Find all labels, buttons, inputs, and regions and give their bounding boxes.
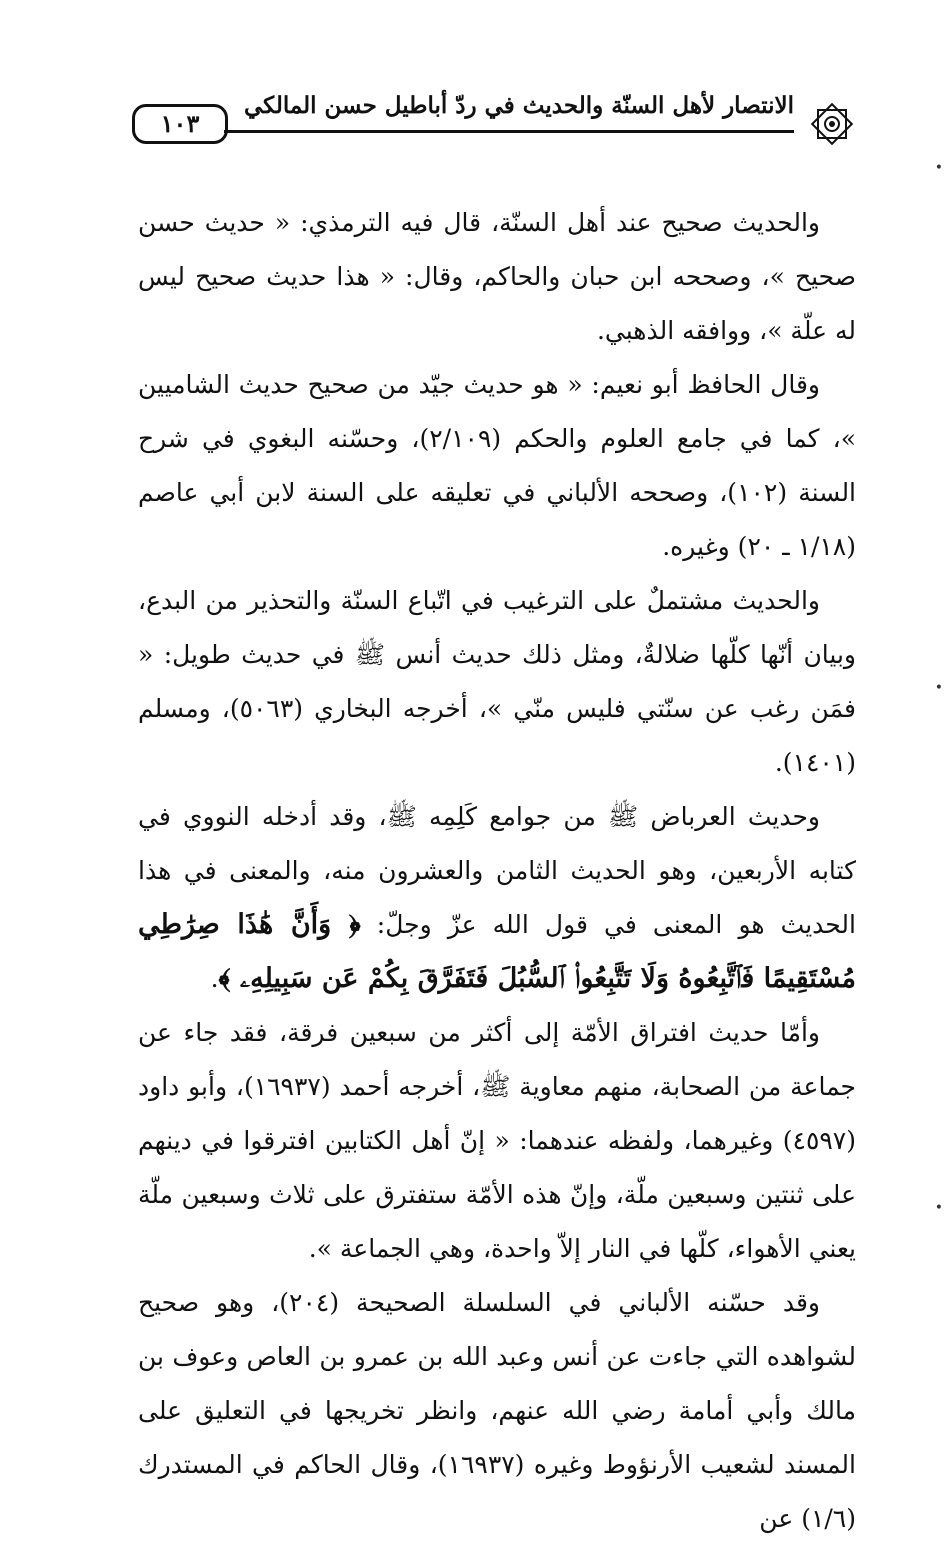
- header-rule: [224, 130, 794, 133]
- book-title: الانتصار لأهل السنّة والحديث في ردّ أباطيل حسن المالكي: [243, 92, 794, 119]
- paragraph-text: وحديث العرباض ﷺ من جوامع كَلِمِه ﷺ، وقد أدخله النووي في كتابه الأربعين، وهو الحديث الثامن والعشرون منه، والمعنى في هذا الحديث هو المعنى في قول الله عزّ وجلّ:: [138, 802, 856, 939]
- star-flower-icon: [808, 100, 856, 148]
- paragraph: والحديث صحيح عند أهل السنّة، قال فيه الترمذي: « حديث حسن صحيح »، وصححه ابن حبان والحاكم، وقال: « هذا حديث صحيح ليس له علّة »، ووافقه الذهبي.: [138, 208, 856, 345]
- paragraph: وأمّا حديث افتراق الأمّة إلى أكثر من سبعين فرقة، فقد جاء عن جماعة من الصحابة، منهم معاوية ﷺ، أخرجه أحمد (١٦٩٣٧)، وأبو داود (٤٥٩٧) وغيرهما، ولفظه عندهما: « إنّ أهل الكتابين افترقوا في دينهم على ثنتين وسبعين ملّة، وإنّ هذه الأمّة ستفترق على ثلاث وسبعين ملّة يعني الأهواء، كلّها في النار إلاّ واحدة، وهي الجماعة ».: [138, 1018, 856, 1263]
- page-number: ١٠٣: [132, 104, 228, 144]
- margin-dot: •: [934, 1200, 943, 1216]
- paragraph-end: .: [210, 964, 219, 993]
- quran-verse: ﴿ وَأَنَّ هَٰذَا صِرَٰطِي مُسْتَقِيمًا فَٱتَّبِعُوهُ وَلَا تَتَّبِعُوا۟ ٱلسُّبُلَ فَتَفَرَّقَ بِكُمْ عَن سَبِيلِهِۦ ﴾: [138, 909, 856, 994]
- margin-dot: •: [934, 680, 943, 696]
- running-header: [128, 92, 856, 156]
- paragraph-with-quran-verse: [138, 790, 856, 1006]
- paragraph: وقال الحافظ أبو نعيم: « هو حديث جيّد من صحيح حديث الشاميين »، كما في جامع العلوم والحكم (٢/١٠٩)، وحسّنه البغوي في شرح السنة (١٠٢)، وصححه الألباني في تعليقه على السنة لابن أبي عاصم (١/١٨ ـ ٢٠) وغيره.: [138, 370, 857, 561]
- body-text: [138, 196, 856, 1546]
- margin-dot: •: [934, 160, 943, 176]
- paragraph: وقد حسّنه الألباني في السلسلة الصحيحة (٢٠٤)، وهو صحيح لشواهده التي جاءت عن أنس وعبد الله بن عمرو بن العاص وعوف بن مالك وأبي أمامة رضي الله عنهم، وانظر تخريجها في التعليق على المسند لشعيب الأرنؤوط وغيره (١٦٩٣٧)، وقال الحاكم في المستدرك (١/٦) عن: [138, 1288, 856, 1533]
- paragraph: والحديث مشتملٌ على الترغيب في اتّباع السنّة والتحذير من البدع، وبيان أنّها كلّها ضلالةٌ، ومثل ذلك حديث أنس ﷺ في حديث طويل: « فمَن رغب عن سنّتي فليس منّي »، أخرجه البخاري (٥٠٦٣)، ومسلم (١٤٠١).: [138, 586, 856, 777]
